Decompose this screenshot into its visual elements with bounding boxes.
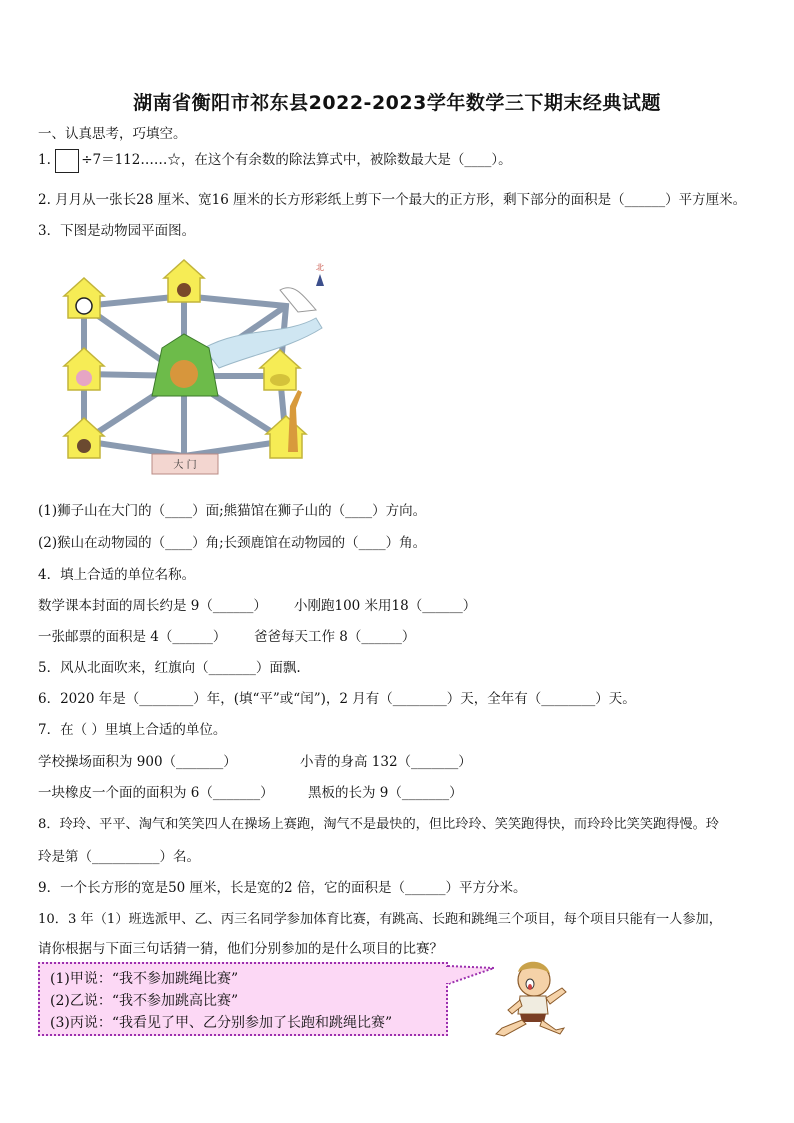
bubble-line-2: (2)乙说：“我不参加跳高比赛” bbox=[50, 993, 239, 1009]
question-8-line-2: 玲是第（__________）名。 bbox=[38, 849, 200, 865]
answer-box[interactable] bbox=[55, 149, 79, 173]
pig-icon bbox=[76, 370, 92, 386]
monkey-icon bbox=[77, 439, 91, 453]
bubble-line-1: (1)甲说：“我不参加跳绳比赛” bbox=[50, 971, 239, 987]
question-3-part-1: (1)狮子山在大门的（____）面;熊猫馆在狮子山的（____）方向。 bbox=[38, 503, 427, 519]
running-boy-figure bbox=[490, 958, 572, 1038]
fish-icon bbox=[270, 374, 290, 386]
question-1-number: 1. bbox=[38, 152, 51, 168]
question-3: 3．下图是动物园平面图。 bbox=[38, 223, 196, 239]
question-5: 5．风从北面吹来，红旗向（_______）面飘. bbox=[38, 660, 301, 676]
question-10-line-2: 请你根据与下面三句话猜一猜，他们分别参加的是什么项目的比赛？ bbox=[38, 941, 443, 957]
lion-icon bbox=[170, 360, 198, 388]
question-3-part-2: (2)猴山在动物园的（____）角;长颈鹿馆在动物园的（____）角。 bbox=[38, 535, 427, 551]
question-2: 2. 月月从一张长28 厘米、宽16 厘米的长方形彩纸上剪下一个最大的正方形，剩下部分的面积是（______）平方厘米。 bbox=[38, 192, 747, 208]
question-4-item-2: 小刚跑100 米用18（______） bbox=[294, 598, 477, 614]
question-7-item-1: 学校操场面积为 900（_______） bbox=[38, 754, 237, 770]
question-8-line-1: 8．玲玲、平平、淘气和笑笑四人在操场上赛跑，淘气不是最快的，但比玲玲、笑笑跑得快，而玲玲比笑笑跑得慢。玲 bbox=[38, 817, 719, 832]
bubble-line-3: (3)丙说：“我看见了甲、乙分别参加了长跑和跳绳比赛” bbox=[50, 1015, 393, 1031]
giraffe-house bbox=[266, 416, 306, 458]
question-4-item-3: 一张邮票的面积是 4（______） bbox=[38, 629, 227, 645]
section-heading: 一、认真思考，巧填空。 bbox=[38, 126, 187, 142]
monkey-icon bbox=[177, 283, 191, 297]
page-title: 湖南省衡阳市祁东县2022-2023学年数学三下期末经典试题 bbox=[133, 92, 661, 114]
question-4: 4．填上合适的单位名称。 bbox=[38, 567, 196, 583]
speech-bubble bbox=[38, 962, 448, 1036]
question-10-line-1: 10．3 年（1）班选派甲、乙、丙三名同学参加体育比赛，有跳高、长跑和跳绳三个项目，每个项目只能有一人参加， bbox=[38, 912, 722, 927]
question-4-item-1: 数学课本封面的周长约是 9（______） bbox=[38, 598, 267, 614]
question-6: 6．2020 年是（________）年，(填“平”或“闰”)，2 月有（________）天，全年有（________）天。 bbox=[38, 691, 636, 707]
question-7-item-3: 一块橡皮一个面的面积为 6（_______） bbox=[38, 785, 274, 801]
question-7: 7．在（ ）里填上合适的单位。 bbox=[38, 722, 227, 738]
gate-label: 大 门 bbox=[173, 460, 197, 471]
river bbox=[204, 318, 322, 368]
north-arrow-icon bbox=[316, 274, 324, 286]
question-4-item-4: 爸爸每天工作 8（______） bbox=[254, 629, 416, 645]
question-1 bbox=[38, 148, 512, 173]
question-1-text: ÷7＝112……☆，在这个有余数的除法算式中，被除数最大是（____）。 bbox=[81, 152, 512, 168]
zoo-map-figure bbox=[54, 256, 330, 478]
north-label: 北 bbox=[316, 263, 324, 272]
question-7-item-4: 黑板的长为 9（_______） bbox=[308, 785, 463, 801]
panda-icon bbox=[76, 298, 92, 314]
question-9: 9．一个长方形的宽是50 厘米，长是宽的2 倍，它的面积是（______）平方分米。 bbox=[38, 880, 527, 896]
question-7-item-2: 小青的身高 132（_______） bbox=[300, 754, 472, 770]
